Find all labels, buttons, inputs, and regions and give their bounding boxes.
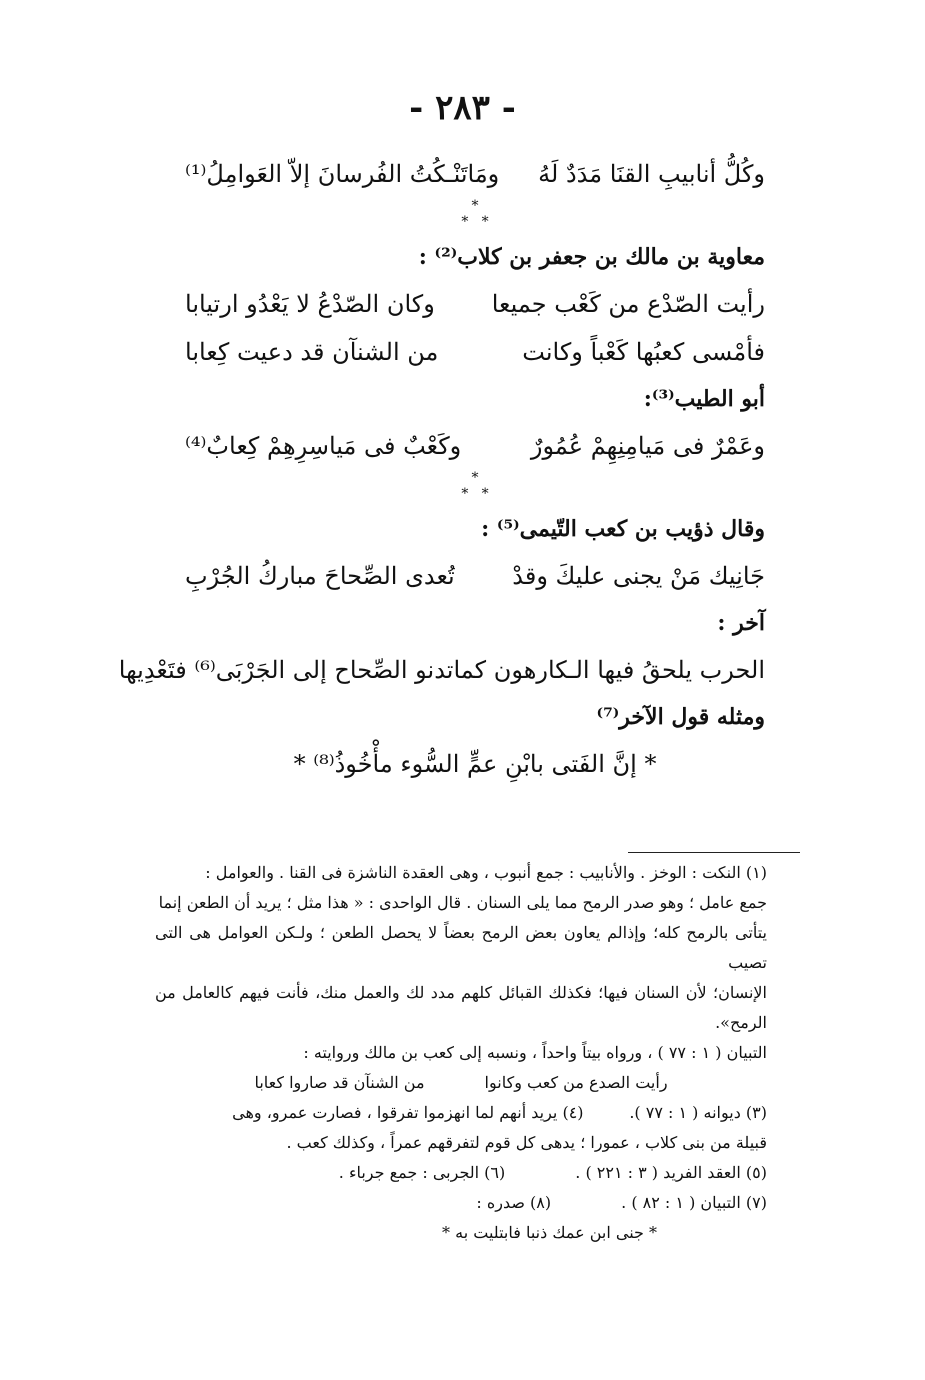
verse-6	[118, 646, 765, 694]
verse-4	[185, 422, 765, 470]
footnote-8: (٨) صدره :	[476, 1193, 552, 1212]
verse-7-hemistich: * إنَّ الفَتى بابْنِ عمٍّ السُّوء مأْخُوذُ⁽⁸⁾ *	[293, 750, 657, 778]
verse-5-first-hemistich: جَانِيك مَنْ يجنى عليكَ وقدْ	[512, 562, 765, 590]
footnote-5-6-line	[155, 1158, 767, 1188]
footnote-5: (٥) العقد الفريد ( ٣ : ٢٢١ ) .	[575, 1163, 767, 1182]
verse-3-second-hemistich: من الشنآن قد دعيت كِعابا	[185, 338, 439, 366]
footnote-2-quote-second: من الشنآن قد صاروا كعابا	[254, 1073, 425, 1092]
verse-2-first-hemistich: رأيت الصّدْع من كَعْب جميعا	[491, 290, 765, 318]
verse-4-first-hemistich: وعَمْرٌ فى مَيامِنِهِمْ عُمُورٌ	[530, 432, 765, 460]
divider-star: *	[471, 198, 479, 214]
heading-abu-al-tayyib: أبو الطيب⁽³⁾:	[643, 386, 765, 412]
heading-dhuayb: وقال ذؤيب بن كعب التّيمى⁽⁵⁾ :	[481, 516, 765, 542]
verse-6-first-hemistich: الحرب يلحقُ فيها الـكارهون كما	[453, 656, 765, 684]
main-text	[118, 150, 765, 788]
verse-7	[185, 740, 765, 788]
page-number: - ٢٨٣ -	[409, 88, 516, 128]
verse-1-second-hemistich: ومَاتَنْـكُتُ الفُرسانَ إلاّ العَوامِلُ⁽¹⁾	[185, 160, 500, 188]
heading-muawiya: معاوية بن مالك بن جعفر بن كلاب⁽²⁾ :	[418, 244, 765, 270]
divider-star: *	[461, 214, 469, 230]
footnotes	[155, 858, 767, 1248]
footnote-4-line-1: (٤) يريد أنهم لما انهزموا تفرقوا ، فصارت عمرو، وهى	[232, 1103, 584, 1122]
heading-another: آخر :	[717, 610, 765, 636]
verse-2-second-hemistich: وكان الصّدْعُ لا يَعْدُو ارتيابا	[185, 290, 435, 318]
footnote-2-quote-first: رأيت الصدع من كعب وكانوا	[484, 1073, 668, 1092]
verse-4-second-hemistich: وكَعْبٌ فى مَياسِرِهِمْ كِعابٌ⁽⁴⁾	[185, 432, 462, 460]
divider-star: *	[471, 470, 479, 486]
verse-5-second-hemistich: تُعدى الصِّحاحَ مباركُ الجُرْبِ	[185, 562, 455, 590]
footnote-1-line-4: الإنسان؛ لأن السنان فيها؛ فكذلك القبائل كلهم مدد لك والعمل منك، فأنت فيهم كالعامل من الرمح».	[155, 983, 767, 1032]
footnote-6: (٦) الجربى : جمع جرباء .	[338, 1163, 506, 1182]
divider-star: *	[461, 486, 469, 502]
verse-3-first-hemistich: فأمْسى كعبُها كَعْباً وكانت	[522, 338, 765, 366]
footnote-7: (٧) التبيان ( ١ : ٨٢ ) .	[621, 1193, 767, 1212]
footnote-8-quote: * جنى ابن عمك ذنبا فابتليت به *	[442, 1223, 657, 1242]
footnote-3: (٣) ديوانه ( ١ : ٧٧ ).	[629, 1103, 767, 1122]
verse-1-first-hemistich: وكُلُّ أنابيبِ القنَا مَدَدٌ لَهُ	[538, 160, 765, 188]
heading-similar-saying: ومثله قول الآخر⁽⁷⁾	[596, 704, 765, 730]
section-divider-1	[185, 198, 765, 234]
footnote-1-line-1: (١) النكت : الوخز . والأنابيب : جمع أنبوب ، وهى العقدة الناشزة فى القنا . والعوامل :	[205, 863, 767, 882]
section-divider-2	[185, 470, 765, 506]
verse-1	[185, 150, 765, 198]
footnote-rule	[628, 852, 800, 853]
verse-3	[185, 328, 765, 376]
footnote-2-line-1: التبيان ( ١ : ٧٧ ) ، ورواه بيتاً واحداً ، ونسبه إلى كعب بن مالك وروايته :	[303, 1043, 767, 1062]
verse-6-second-hemistich: تدنو الصِّحاح إلى الجَرْبَى⁽⁶⁾ فتَعْدِيها	[118, 656, 454, 684]
footnote-1-line-3: يتأتى بالرمح كله؛ وإذالم يعاون بعض الرمح بعضاً لا يحصل الطعن ؛ ولـكن العوامل هى التى تصيب	[155, 923, 767, 972]
verse-2	[185, 280, 765, 328]
footnote-1-line-2: جمع عامل ؛ وهو صدر الرمح مما يلى السنان . قال الواحدى : « هذا مثل ؛ يريد أن الطعن إنما	[158, 893, 767, 912]
footnote-3-4-line	[155, 1098, 767, 1128]
divider-star: *	[481, 214, 489, 230]
footnote-4-line-2: قبيلة من بنى كلاب ، عمورا ؛ يدهى كل قوم لتفرقهم عمراً ، وكذلك كعب .	[286, 1133, 767, 1152]
footnote-2-quote	[155, 1068, 767, 1098]
divider-star: *	[481, 486, 489, 502]
verse-5	[185, 552, 765, 600]
footnote-7-8-line	[155, 1188, 767, 1218]
